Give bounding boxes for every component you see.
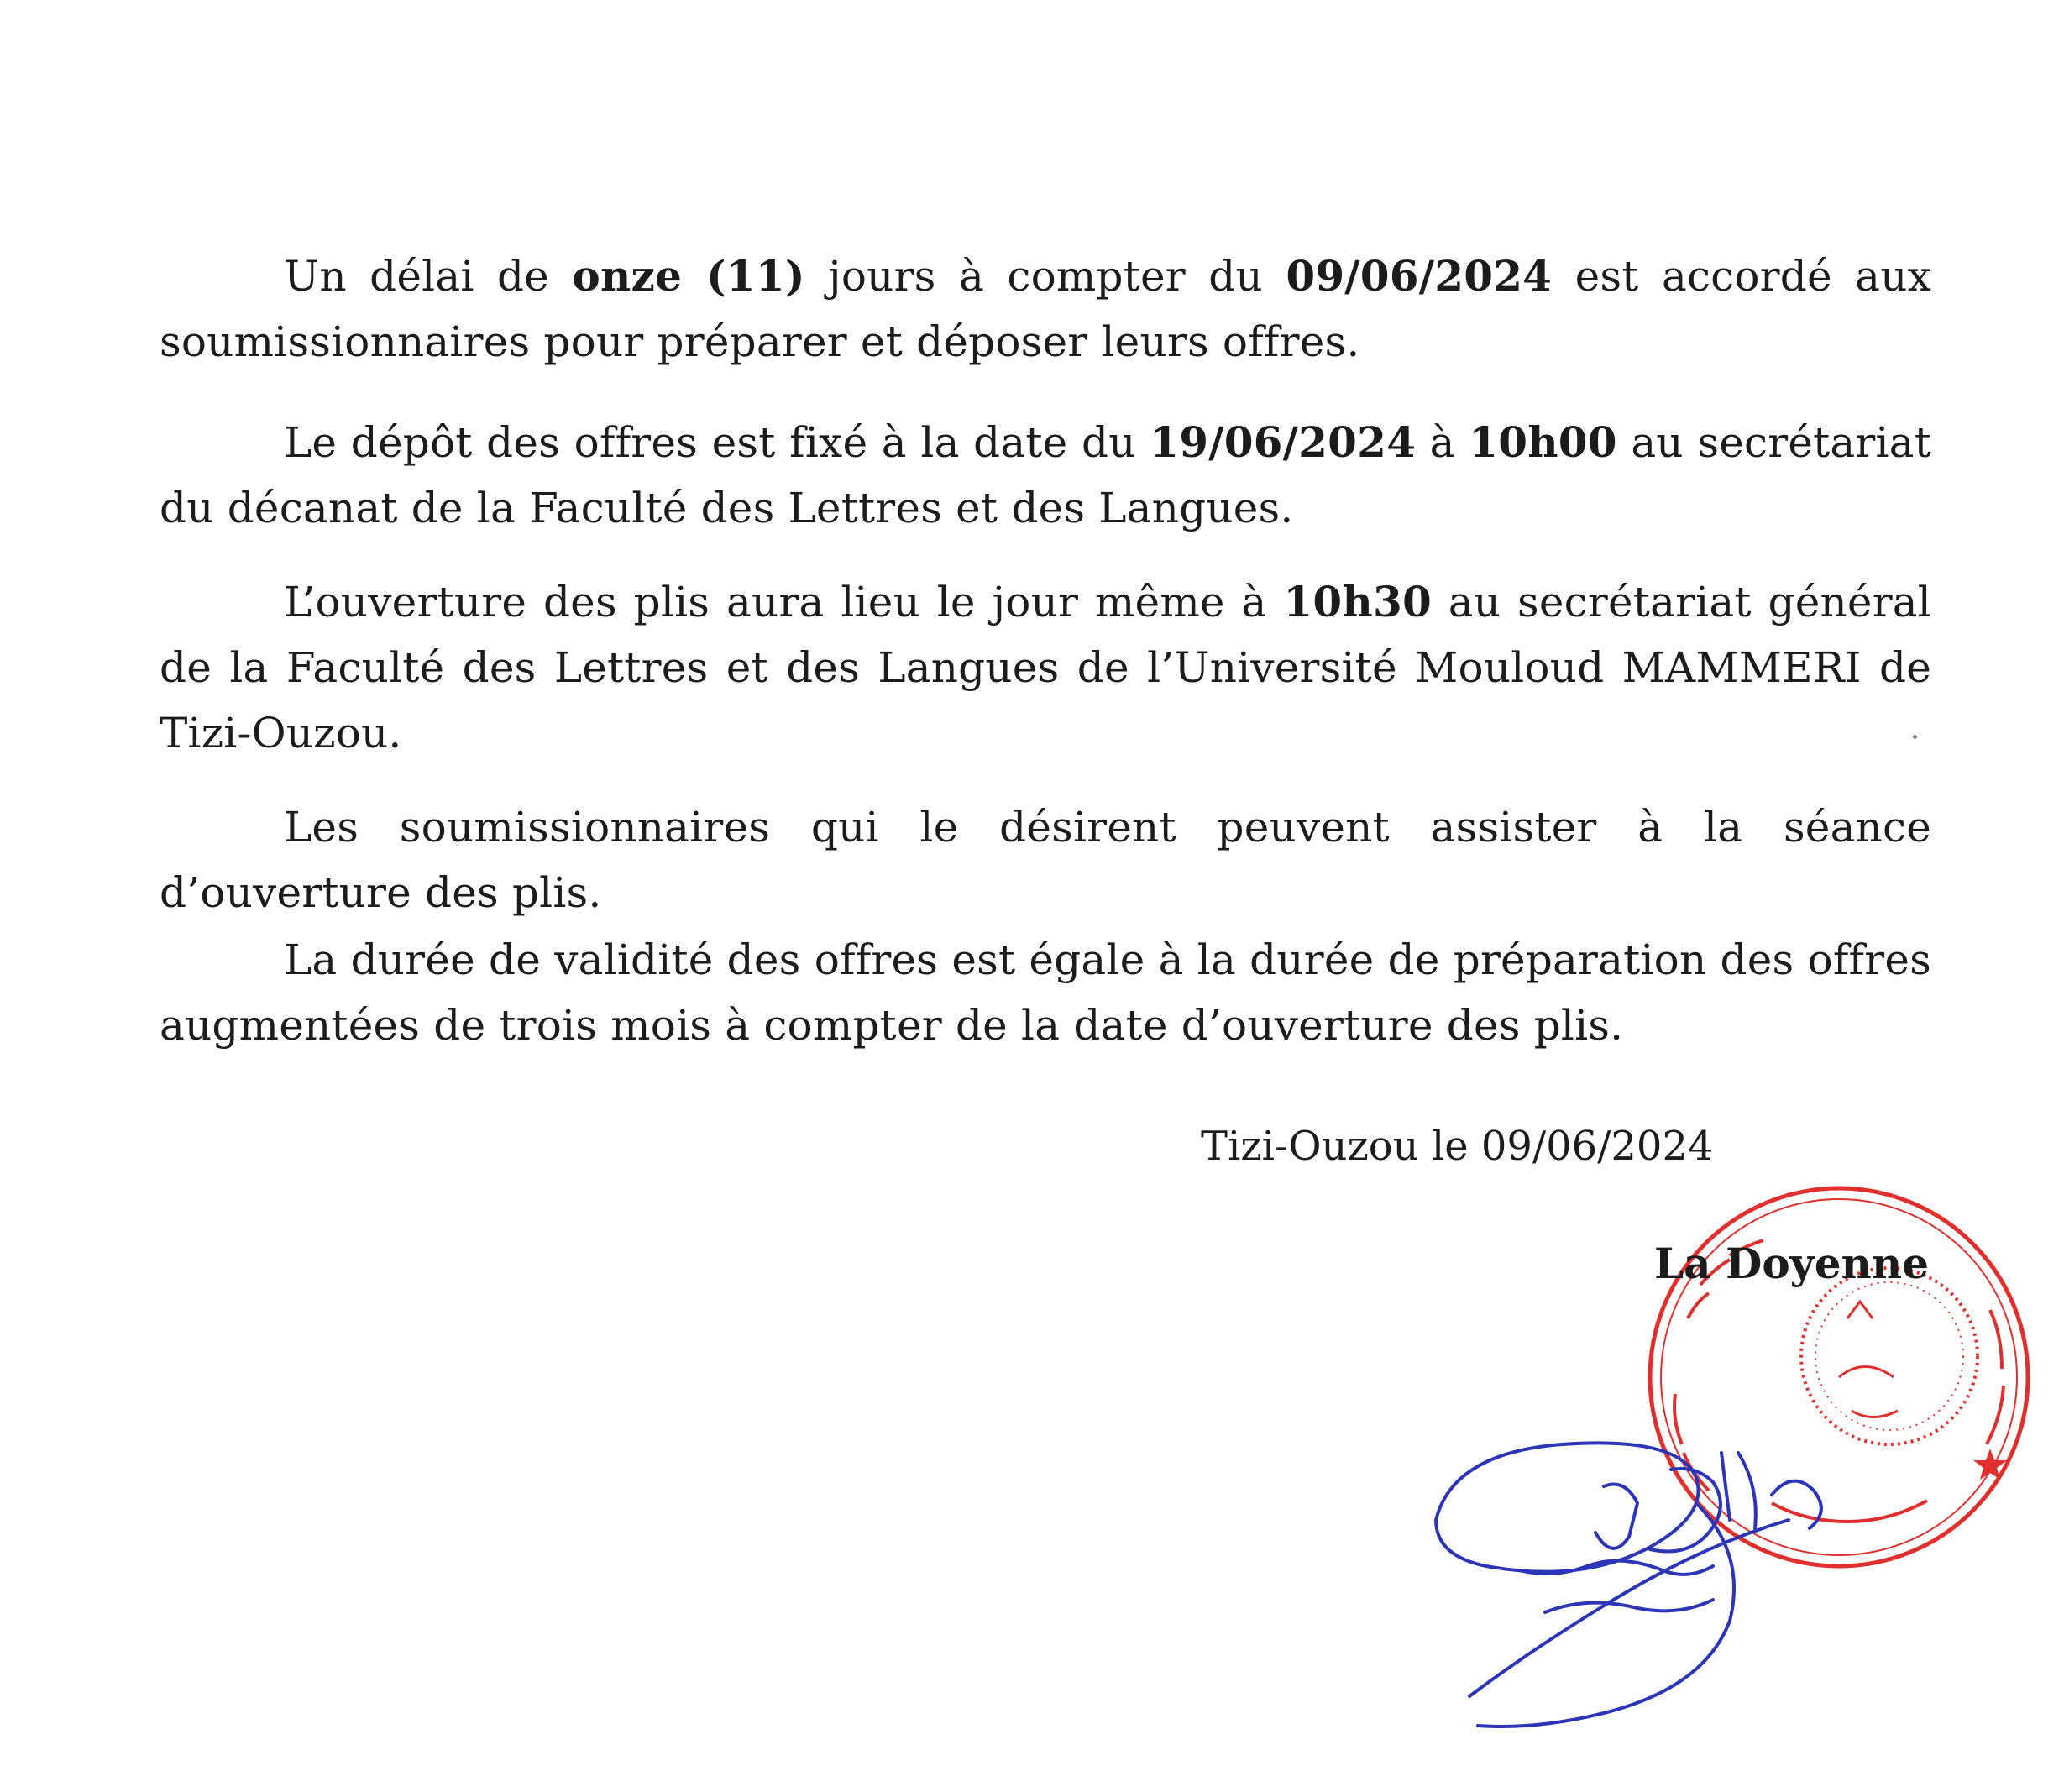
bold-submission-date: 19/06/2024 — [1150, 417, 1417, 467]
paragraph-deadline — [160, 244, 1931, 375]
text-run: au secrétariat du décanat de la Faculté des Lettres et des Langues. — [160, 418, 1931, 532]
handwritten-signature — [1419, 1419, 1940, 1738]
paragraph-validity: La durée de validité des offres est égale à la durée de préparation des offres augmentées de trois mois à compter de la date d’ouverture des plis. — [160, 935, 1931, 1050]
paragraph-opening — [160, 569, 1931, 766]
text-run: jours à compter du — [804, 252, 1286, 301]
bold-submission-time: 10h00 — [1469, 417, 1617, 467]
place-and-date: Tizi-Ouzou le 09/06/2024 — [1201, 1123, 1714, 1170]
bold-duration: onze (11) — [572, 251, 805, 301]
bold-opening-time: 10h30 — [1283, 577, 1432, 626]
paragraph-submission — [160, 410, 1931, 541]
text-run: à — [1416, 418, 1469, 467]
scan-speck — [1913, 735, 1917, 739]
text-run: au secrétariat général de la Faculté des Lettres et des Langues de l’Université Mouloud MAMMERI de Tizi-Ouzou. — [160, 578, 1932, 757]
text-run: Le dépôt des offres est fixé à la date du — [284, 418, 1150, 467]
bold-start-date: 09/06/2024 — [1286, 251, 1553, 301]
text-run: est accordé aux soumissionnaires pour préparer et déposer leurs offres. — [160, 252, 1931, 366]
text-run: L’ouverture des plis aura lieu le jour même à — [284, 578, 1284, 626]
text-run: Un délai de — [284, 252, 573, 301]
signatory-title: La Doyenne — [1654, 1239, 1930, 1288]
paragraph-attendance: Les soumissionnaires qui le désirent peuvent assister à la séance d’ouverture des plis. — [160, 803, 1931, 917]
